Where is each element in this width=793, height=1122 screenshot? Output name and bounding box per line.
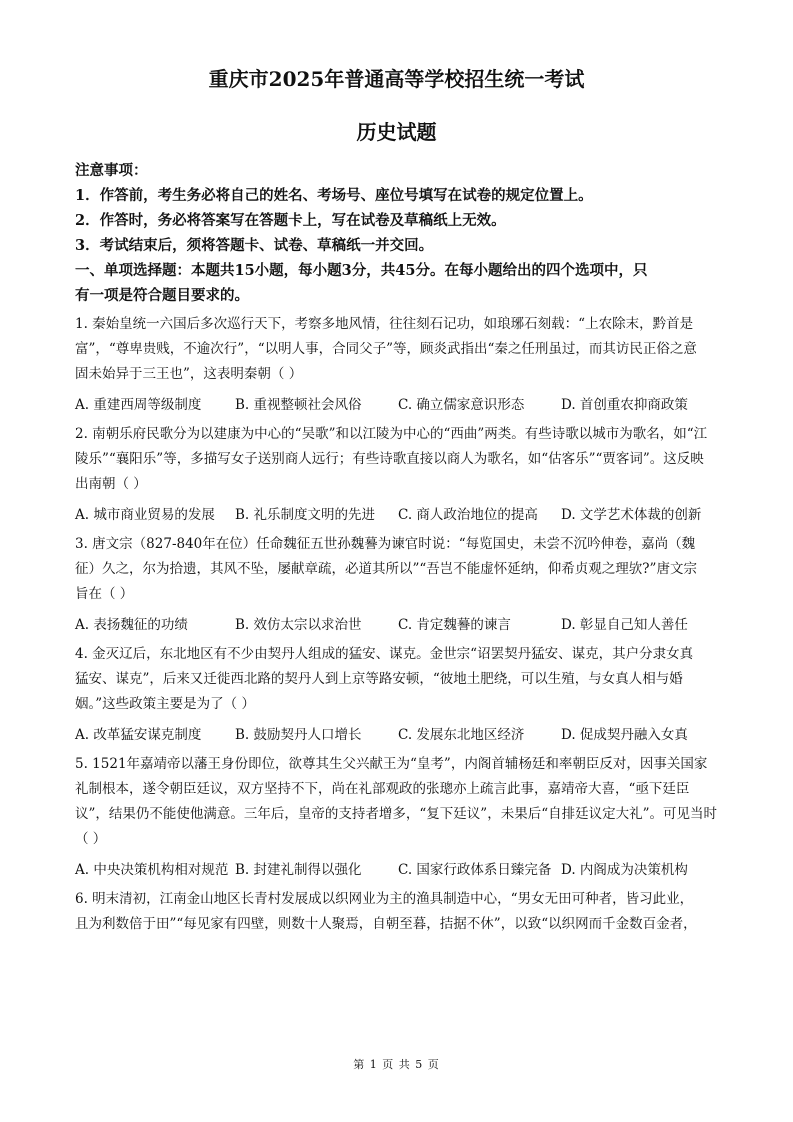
question-line: 议”，结果仍不能使他满意。三年后，皇帝的支持者增多，“复下廷议”，未果后“自排廷议定大礼”。可见当时 — [75, 806, 718, 822]
question-line: 6. 明末清初，江南金山地区长青村发展成以织网业为主的渔具制造中心，“男女无田可种者，皆习此业， — [75, 891, 694, 907]
question-line: 2. 南朝乐府民歌分为以建康为中心的“吴歌”和以江陵为中心的“西曲”两类。有些诗歌以城市为歌名，如“江 — [75, 426, 708, 442]
exam-title: 重庆市2025年普通高等学校招生统一考试 — [208, 67, 585, 91]
question-line: 出南朝（ ） — [75, 476, 147, 492]
question-line: 礼制根本，遂令朝臣廷议，双方坚持不下，尚在礼部观政的张璁亦上疏言此事，嘉靖帝大喜，“亟下廷臣 — [75, 781, 690, 797]
option-c[interactable]: C. 确立儒家意识形态 — [398, 397, 525, 413]
question-line: 陵乐”“襄阳乐”等，多描写女子送别商人远行；有些诗歌直接以商人为歌名，如“估客乐”“贾客词”。这反映 — [75, 451, 704, 467]
notice-item: 1．作答前，考生务必将自己的姓名、考场号、座位号填写在试卷的规定位置上。 — [75, 187, 593, 204]
option-b[interactable]: B. 鼓励契丹人口增长 — [235, 727, 362, 743]
option-a[interactable]: A. 改革猛安谋克制度 — [75, 727, 202, 743]
question-line: 富”，“尊卑贵贱，不逾次行”，“以明人事，合同父子”等，顾炎武指出“秦之任刑虽过，而其访民正俗之意 — [75, 341, 697, 357]
options-row — [75, 613, 715, 638]
options-row — [75, 723, 715, 748]
question-1 — [75, 312, 715, 418]
option-b[interactable]: B. 效仿太宗以求治世 — [235, 617, 362, 633]
exam-content — [75, 158, 718, 937]
question-line: 旨在（ ） — [75, 586, 134, 602]
question-line: （ ） — [75, 831, 107, 847]
question-line: 且为利数倍于田”“每见家有四壁，则数十人聚焉，自朝至暮，拮据不休”，以致“以织网而千金数百金者， — [75, 916, 697, 932]
option-c[interactable]: C. 肯定魏謩的谏言 — [398, 617, 511, 633]
option-a[interactable]: A. 表扬魏征的功绩 — [75, 617, 188, 633]
question-3 — [75, 532, 715, 638]
option-b[interactable]: B. 重视整顿社会风俗 — [235, 397, 362, 413]
question-6 — [75, 887, 715, 937]
question-line: 征）久之，尔为拾遗，其风不坠，屡献章疏，必道其所以”“吾岂不能虚怀延纳，仰希贞观之理欤?”唐文宗 — [75, 561, 697, 577]
option-d[interactable]: D. 首创重农抑商政策 — [561, 397, 688, 413]
option-d[interactable]: D. 文学艺术体裁的创新 — [561, 507, 702, 523]
question-line: 猛安、谋克”，后来又迁徙西北路的契丹人到上京等路安顿，“彼地土肥绕，可以生殖，与女真人相与婚 — [75, 671, 683, 687]
question-2 — [75, 422, 715, 528]
option-a[interactable]: A. 中央决策机构相对规范 — [75, 862, 229, 878]
notice-item: 3．考试结束后，须将答题卡、试卷、草稿纸一并交回。 — [75, 237, 434, 254]
option-a[interactable]: A. 城市商业贸易的发展 — [75, 507, 215, 523]
exam-subtitle: 历史试题 — [356, 120, 437, 144]
option-b[interactable]: B. 礼乐制度文明的先进 — [235, 507, 376, 523]
question-5 — [75, 752, 718, 883]
question-line: 5. 1521年嘉靖帝以藩王身份即位，欲尊其生父兴献王为“皇考”，内阁首辅杨廷和率朝臣反对，因事关国家 — [75, 756, 708, 772]
options-row — [75, 858, 715, 883]
section-heading-cont: 有一项是符合题目要求的。 — [75, 287, 249, 304]
page-footer: 第 1 页 共 5 页 — [353, 1058, 440, 1071]
option-d[interactable]: D. 彰显自己知人善任 — [561, 617, 688, 633]
option-c[interactable]: C. 国家行政体系日臻完备 — [398, 862, 552, 878]
option-c[interactable]: C. 商人政治地位的提高 — [398, 507, 538, 523]
option-a[interactable]: A. 重建西周等级制度 — [75, 397, 202, 413]
question-line: 1. 秦始皇统一六国后多次巡行天下，考察多地风情，往往刻石记功，如琅琊石刻载：“上农除末，黔首是 — [75, 316, 694, 332]
question-line: 姻。”这些政策主要是为了（ ） — [75, 696, 255, 712]
options-row — [75, 503, 715, 528]
question-line: 3. 唐文宗（827-840年在位）任命魏征五世孙魏謩为谏官时说：“每览国史，未尝不沉吟伸卷，嘉尚（魏 — [75, 536, 696, 552]
notice-heading: 注意事项： — [75, 162, 148, 179]
option-d[interactable]: D. 内阁成为决策机构 — [561, 862, 688, 878]
options-row — [75, 393, 715, 418]
notice-item: 2．作答时，务必将答案写在答题卡上，写在试卷及草稿纸上无效。 — [75, 212, 506, 229]
section-heading: 一、单项选择题：本题共15小题，每小题3分，共45分。在每小题给出的四个选项中，只 — [75, 262, 648, 279]
question-line: 4. 金灭辽后，东北地区有不少由契丹人组成的猛安、谋克。金世宗“诏罢契丹猛安、谋克，其户分隶女真 — [75, 646, 694, 662]
option-b[interactable]: B. 封建礼制得以强化 — [235, 862, 362, 878]
option-c[interactable]: C. 发展东北地区经济 — [398, 727, 525, 743]
question-4 — [75, 642, 715, 748]
question-line: 固未始异于三王也”，这表明秦朝（ ） — [75, 366, 303, 382]
option-d[interactable]: D. 促成契丹融入女真 — [561, 727, 688, 743]
